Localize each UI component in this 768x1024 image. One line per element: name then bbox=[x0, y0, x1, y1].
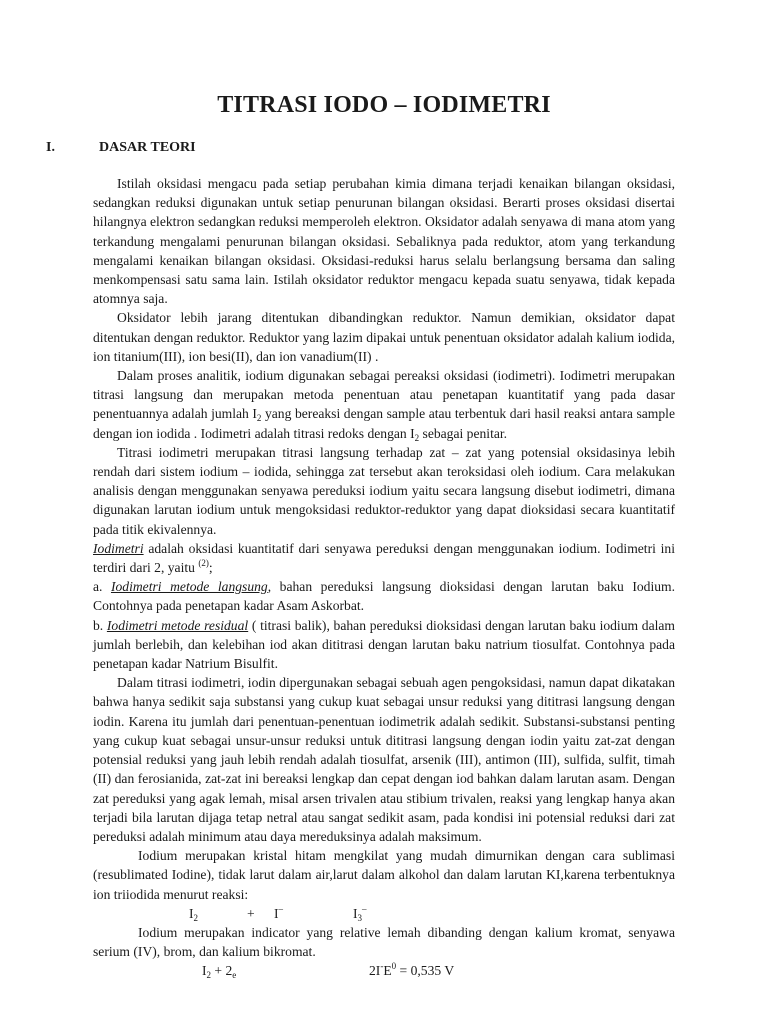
equation-product-triiodide: $I_3^-$ bbox=[353, 903, 367, 923]
term-iodimetri: Iodimetri bbox=[93, 540, 144, 556]
reference-marker: (2) bbox=[198, 558, 209, 569]
body-text bbox=[93, 174, 675, 981]
paragraph-iodimetry-analytic: Dalam proses analitik, iodium digunakan sebagai pereaksi oksidasi (iodimetri). Iodimetri merupakan titrasi langsung dan merupakan metoda penentuan atau penetapan kuantitatif yang pada dasar penentuannya adalah jumlah $I_2$ yang bereaksi dengan sample atau terbentuk dari hasil reaksi antara sample dengan ion iodida . Iodimetri adalah titrasi redoks dengan $I_2$ sebagai penitar. bbox=[93, 368, 675, 443]
section-number: I. bbox=[46, 140, 55, 155]
section-heading bbox=[46, 140, 446, 156]
paragraph-iodimetry-types: Iodimetri adalah oksidasi kuantitatif dari senyawa pereduksi dengan menggunakan iodium. Iodimetri ini terdiri dari 2, yaitu $^{(2)}$; bbox=[93, 540, 675, 576]
equation-potential-value: $2I^-E^0 = 0,535$ V bbox=[369, 961, 455, 979]
triiodide-equation bbox=[93, 904, 675, 923]
equation-plus: + bbox=[247, 905, 255, 921]
paragraph-direct-titration: Titrasi iodimetri merupakan titrasi langsung terhadap zat – zat yang potensial oksidasinya lebih rendah dari sistem iodium – iodida, sehingga zat tersebut akan teroksidasi oleh iodium. Cara melakukan analisis dengan menggunakan senyawa pereduksi iodium yaitu secara langsung disebut iodimetri, dimana digunakan larutan iodium untuk mengoksidasi reduktor-reduktor yang dapat dioksidasi secara kuantitatif pada titik ekivalennya. bbox=[93, 444, 675, 537]
paragraph-oxidation-definition: Istilah oksidasi mengacu pada setiap perubahan kimia dimana terjadi kenaikan bilangan oksidasi, sedangkan reduksi digunakan untuk setiap penurunan bilangan oksidasi. Berarti proses oksidasi disertai hilangnya elektron sedangkan reduksi memperoleh elektron. Oksidator adalah senyawa di mana atom yang terkandung mengalami penurunan bilangan oksidasi. Sebaliknya pada reduktor, atom yang terkandung mengalami kenaikan bilangan oksidasi. Oksidasi-reduksi harus selalu berlangsung bersama dan saling menkompensasi satu sama lain. Istilah oksidator reduktor mengacu kepada suatu senyawa, tidak kepada atomnya saja. bbox=[93, 176, 675, 307]
term-direct-method: Iodimetri metode langsung bbox=[110, 579, 268, 595]
section-title: DASAR TEORI bbox=[99, 140, 196, 155]
standard-potential-equation bbox=[93, 961, 675, 980]
term-residual-method: Iodimetri metode residual bbox=[106, 617, 249, 633]
paragraph-iodine-crystal: Iodium merupakan kristal hitam mengkilat yang mudah dimurnikan dengan cara sublimasi (resublimated Iodine), tidak larut dalam air,larut dalam alkohol dan dalam larutan KI,karena terbentuknya ion triiodida menurut reaksi: bbox=[93, 848, 675, 902]
paragraph-iodine-oxidizing-agent: Dalam titrasi iodimetri, iodin dipergunakan sebagai sebuah agen pengoksidasi, namun dapat dikatakan bahwa hanya sedikit saja substansi yang cukup kuat sebagai unsur reduksi yang dititrasi langsung dengan iodin. Karena itu jumlah dari penentuan-penentuan iodimetrik adalah sedikit. Substansi-substansi penting yang cukup kuat sebagai unsur-unsur reduksi untuk dititrasi langsung dengan iodin yaitu zat-zat dengan potensial reduksi yang jauh lebih rendah adalah tiosulfat, arsenik (III), antimon (III), sulfida, sulfit, timah (II) dan ferosianida, zat-zat ini bereaksi lengkap dan cepat dengan iod bahkan dalam larutan asam. Dengan zat pereduksi yang agak lemah, misal arsen trivalen atau stibium trivalen, reaksi yang lengkap hanya akan terjadi bila larutan dijaga tetap netral atau sangat sedikit asam, pada kondisi ini potensial reduksi dari zat pereduksi adalah minimum atau daya mereduksinya adalah maksimum. bbox=[93, 675, 675, 844]
paragraph-weak-indicator: Iodium merupakan indicator yang relative lemah dibanding dengan kalium kromat, senyawa serium (IV), brom, dan kalium bikromat. bbox=[93, 924, 675, 960]
page-title: TITRASI IODO – IODIMETRI bbox=[217, 92, 551, 118]
list-item-residual-method: b. Iodimetri metode residual ( titrasi balik), bahan pereduksi dioksidasi dengan larutan baku iodium dalam jumlah berlebih, dan kelebihan iod akan dititrasi dengan larutan baku natrium tiosulfat. Contohnya pada penetapan kadar Natrium Bisulfit. bbox=[93, 617, 675, 672]
list-item-direct-method: a. Iodimetri metode langsung, bahan pereduksi langsung dioksidasi dengan larutan baku Iodium. Contohnya pada penetapan kadar Asam Askorbat. bbox=[93, 579, 675, 614]
equation-reactant-iodine: $I_2$ bbox=[189, 905, 199, 923]
equation-half-reaction: $I_2 + 2_e$ bbox=[202, 963, 237, 981]
paragraph-oxidator: Oksidator lebih jarang ditentukan dibandingkan reduktor. Namun demikian, oksidator dapat ditentukan dengan reduktor. Reduktor yang lazim dipakai untuk penentuan oksidator adalah kalium iodida, ion titanium(III), ion besi(II), dan ion vanadium(II) . bbox=[93, 310, 675, 364]
equation-iodide-ion: I– bbox=[274, 903, 284, 921]
